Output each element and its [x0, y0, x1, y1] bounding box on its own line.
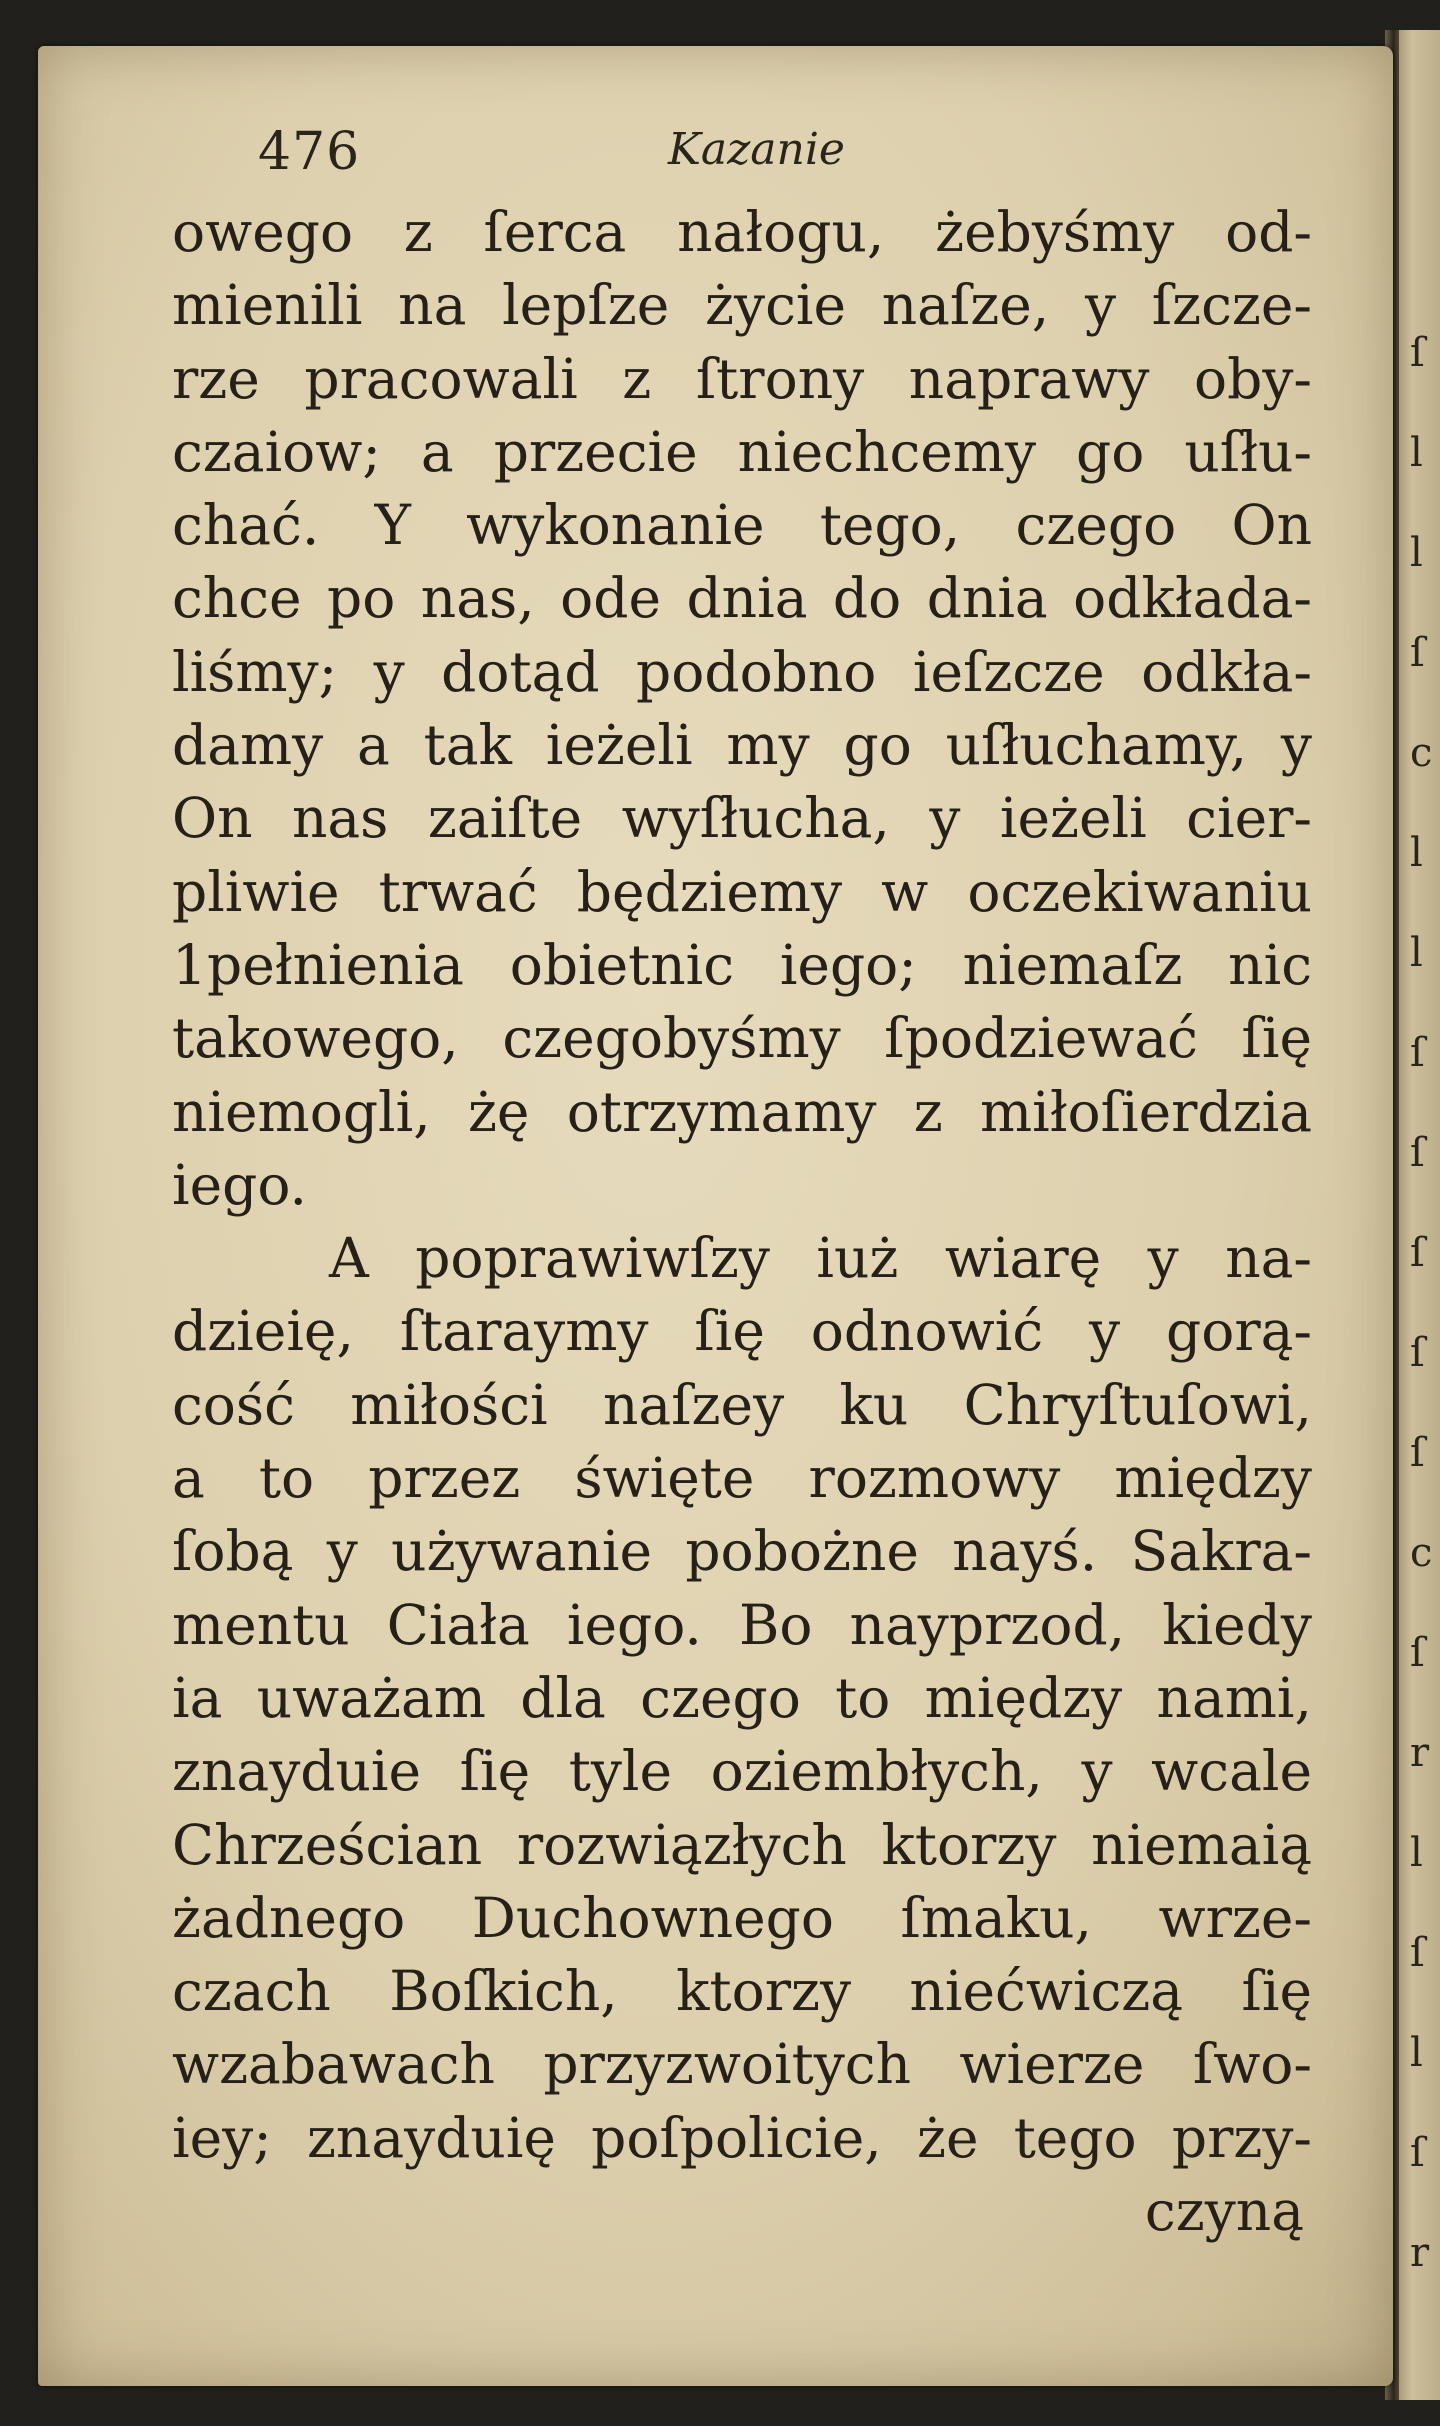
paragraph-1 [172, 196, 1312, 1222]
text-line: owego z ſerca nałogu, żebyśmy od- [172, 200, 1312, 264]
page-number: 476 [258, 122, 361, 182]
text-line: znayduie ſię tyle oziembłych, y wcale [172, 1739, 1312, 1804]
adjacent-page-glyph: l [1410, 2030, 1423, 2076]
text-line: damy a tak ieżeli my go uſłuchamy, y [172, 713, 1312, 778]
text-line: mienili na lepſze życie naſze, y ſzcze- [172, 273, 1312, 338]
adjacent-page-glyph: ſ [1410, 630, 1425, 676]
text-line: iego. [172, 1152, 307, 1217]
text-line: Chrześcian rozwiązłych ktorzy niemaią [172, 1812, 1312, 1877]
text-line: wzabawach przyzwoitych wierze ſwo- [172, 2032, 1312, 2097]
adjacent-page-glyph: ſ [1410, 1430, 1425, 1476]
body-text [172, 196, 1312, 2248]
text-line: chać. Y wykonanie tego, czego On [172, 493, 1312, 558]
adjacent-page-glyph: l [1410, 430, 1423, 476]
adjacent-page-glyph: ſ [1410, 1330, 1425, 1376]
adjacent-page-glyph: ſ [1410, 330, 1425, 376]
text-line: chce po nas, ode dnia do dnia odkłada- [172, 566, 1312, 631]
adjacent-page-glyph: l [1410, 830, 1423, 876]
text-line: żadnego Duchownego ſmaku, wrze- [172, 1885, 1312, 1950]
adjacent-page-glyph: ſ [1410, 1230, 1425, 1276]
text-line: czach Boſkich, ktorzy niećwiczą ſię [172, 1959, 1312, 2024]
text-line: pliwie trwać będziemy w oczekiwaniu [172, 859, 1312, 924]
adjacent-page-glyph: ſ [1410, 1130, 1425, 1176]
adjacent-page-glyph: ſ [1410, 1930, 1425, 1976]
catchword: czyną [1144, 2179, 1304, 2244]
text-line: rze pracowali z ſtrony naprawy oby- [172, 346, 1312, 411]
paragraph-2 [172, 1222, 1312, 2175]
text-line: mentu Ciała iego. Bo nayprzod, kiedy [172, 1592, 1312, 1657]
text-line: takowego, czegobyśmy ſpodziewać ſię [172, 1006, 1312, 1071]
text-line: iey; znayduię poſpolicie, że tego przy- [172, 2105, 1312, 2170]
adjacent-page-glyph: ſ [1410, 1030, 1425, 1076]
text-line: A poprawiwſzy iuż wiarę y na- [329, 1226, 1312, 1291]
adjacent-page-glyph: l [1410, 1830, 1423, 1876]
adjacent-page-glyph: c [1410, 1530, 1433, 1576]
text-line: niemogli, żę otrzymamy z miłoſierdzia [172, 1079, 1312, 1144]
adjacent-page-glyph: c [1410, 730, 1433, 776]
text-line: On nas zaiſte wyſłucha, y ieżeli cier- [172, 786, 1312, 851]
adjacent-page-glyph: l [1410, 530, 1423, 576]
text-line: a to przez święte rozmowy między [172, 1446, 1312, 1511]
adjacent-page-glyph: ſ [1410, 1630, 1425, 1676]
page-header [258, 122, 1258, 192]
text-line: cość miłości naſzey ku Chryſtuſowi, [172, 1372, 1312, 1437]
text-line: ia uważam dla czego to między nami, [172, 1665, 1312, 1730]
text-line: ſobą y używanie pobożne nayś. Sakra- [172, 1519, 1312, 1584]
text-line: liśmy; y dotąd podobno ieſzcze odkła- [172, 639, 1312, 704]
text-line: dzieię, ſtaraymy ſię odnowić y gorą- [172, 1299, 1312, 1364]
adjacent-page-glyph: r [1410, 1730, 1430, 1776]
text-line: 1pełnienia obietnic iego; niemaſz nic [172, 932, 1312, 997]
adjacent-page-glyph: r [1410, 2230, 1430, 2276]
running-title: Kazanie [668, 124, 845, 175]
adjacent-page-glyph: l [1410, 930, 1423, 976]
text-line: czaiow; a przecie niechcemy go uſłu- [172, 419, 1312, 484]
adjacent-page-glyph: ſ [1410, 2130, 1425, 2176]
